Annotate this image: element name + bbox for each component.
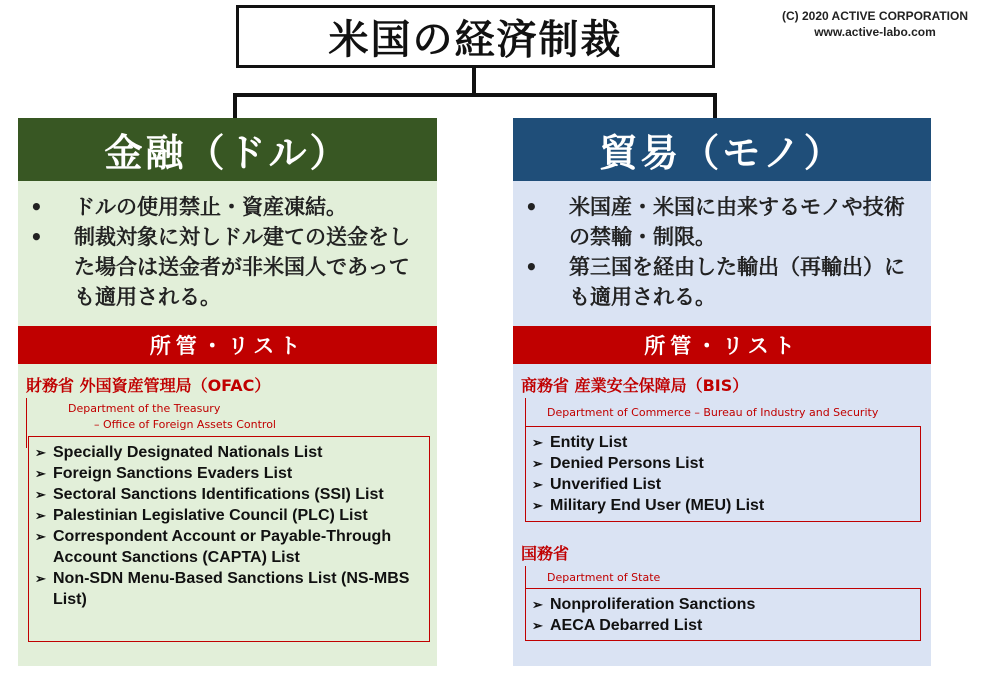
finance-bullet: • 制裁対象に対しドル建ての送金をした場合は送金者が非米国人であっても適用される。 xyxy=(18,222,437,312)
ofac-list-box xyxy=(28,436,430,642)
bullet-marker: • xyxy=(30,225,43,249)
ofac-english-line1: Department of the Treasury xyxy=(68,402,221,415)
copyright xyxy=(760,8,990,40)
trade-header xyxy=(513,118,931,181)
arrow-icon: ➢ xyxy=(35,571,46,586)
arrow-icon: ➢ xyxy=(35,487,46,502)
list-item: ➢ Unverified List xyxy=(532,476,662,493)
arrow-icon: ➢ xyxy=(35,445,46,460)
list-item: ➢ AECA Debarred List xyxy=(532,617,703,634)
trade-bullet: • 第三国を経由した輸出（再輸出）にも適用される。 xyxy=(513,252,931,312)
list-item: ➢ Non-SDN Menu-Based Sanctions List (NS-MBS List) xyxy=(35,570,410,608)
trade-panel xyxy=(513,118,931,666)
trade-bullets xyxy=(513,192,931,312)
bis-agency-name: 商務省 産業安全保障局（BIS） xyxy=(521,376,749,395)
list-item: ➢ Military End User (MEU) List xyxy=(532,497,765,514)
list-item: ➢ Specially Designated Nationals List xyxy=(35,444,323,461)
arrow-icon: ➢ xyxy=(532,477,543,492)
ofac-bracket xyxy=(26,398,27,448)
state-agency-name: 国務省 xyxy=(521,544,570,563)
finance-heading: 金融（ドル） xyxy=(104,130,351,175)
list-item: ➢ Denied Persons List xyxy=(532,455,704,472)
list-item: ➢ Sectoral Sanctions Identifications (SSI) List xyxy=(35,486,384,503)
finance-panel xyxy=(18,118,437,666)
connector-left-drop xyxy=(233,93,237,118)
finance-jurisdiction-band xyxy=(18,326,437,364)
ofac-agency-name: 財務省 外国資産管理局（OFAC） xyxy=(26,376,271,395)
connector-right-drop xyxy=(713,93,717,118)
arrow-icon: ➢ xyxy=(532,498,543,513)
title-box xyxy=(236,5,715,68)
arrow-icon: ➢ xyxy=(35,529,46,544)
arrow-icon: ➢ xyxy=(532,435,543,450)
finance-header xyxy=(18,118,437,181)
bis-english: Department of Commerce – Bureau of Industry and Security xyxy=(547,406,879,419)
arrow-icon: ➢ xyxy=(532,618,543,633)
trade-band-label: 所管・リスト xyxy=(644,334,800,358)
trade-bullet: • 米国産・米国に由来するモノや技術の禁輸・制限。 xyxy=(513,192,931,252)
page-title: 米国の経済制裁 xyxy=(328,16,623,63)
bullet-marker: • xyxy=(525,255,538,279)
list-item: ➢ Correspondent Account or Payable-Through Account Sanctions (CAPTA) List xyxy=(35,528,392,566)
state-bracket xyxy=(525,566,526,588)
finance-bullets xyxy=(18,192,437,312)
state-english: Department of State xyxy=(547,571,661,584)
list-item: ➢ Entity List xyxy=(532,434,628,451)
finance-band-label: 所管・リスト xyxy=(149,334,306,358)
list-item: ➢ Nonproliferation Sanctions xyxy=(532,596,756,613)
connector-trunk xyxy=(472,68,476,95)
ofac-english-line2: – Office of Foreign Assets Control xyxy=(94,418,276,431)
copyright-line: (C) 2020 ACTIVE CORPORATION xyxy=(781,9,969,23)
connector-bar xyxy=(233,93,717,97)
arrow-icon: ➢ xyxy=(35,466,46,481)
list-item: ➢ Foreign Sanctions Evaders List xyxy=(35,465,293,482)
state-list-box xyxy=(525,588,921,641)
arrow-icon: ➢ xyxy=(35,508,46,523)
list-item: ➢ Palestinian Legislative Council (PLC) List xyxy=(35,507,368,524)
arrow-icon: ➢ xyxy=(532,597,543,612)
trade-jurisdiction-band xyxy=(513,326,931,364)
bis-bracket xyxy=(525,398,526,428)
arrow-icon: ➢ xyxy=(532,456,543,471)
trade-heading: 貿易（モノ） xyxy=(599,130,845,175)
bis-list-box xyxy=(525,426,921,522)
bullet-marker: • xyxy=(525,195,538,219)
finance-bullet: • ドルの使用禁止・資産凍結。 xyxy=(18,192,437,222)
website-line: www.active-labo.com xyxy=(814,25,936,39)
bullet-marker: • xyxy=(30,195,43,219)
